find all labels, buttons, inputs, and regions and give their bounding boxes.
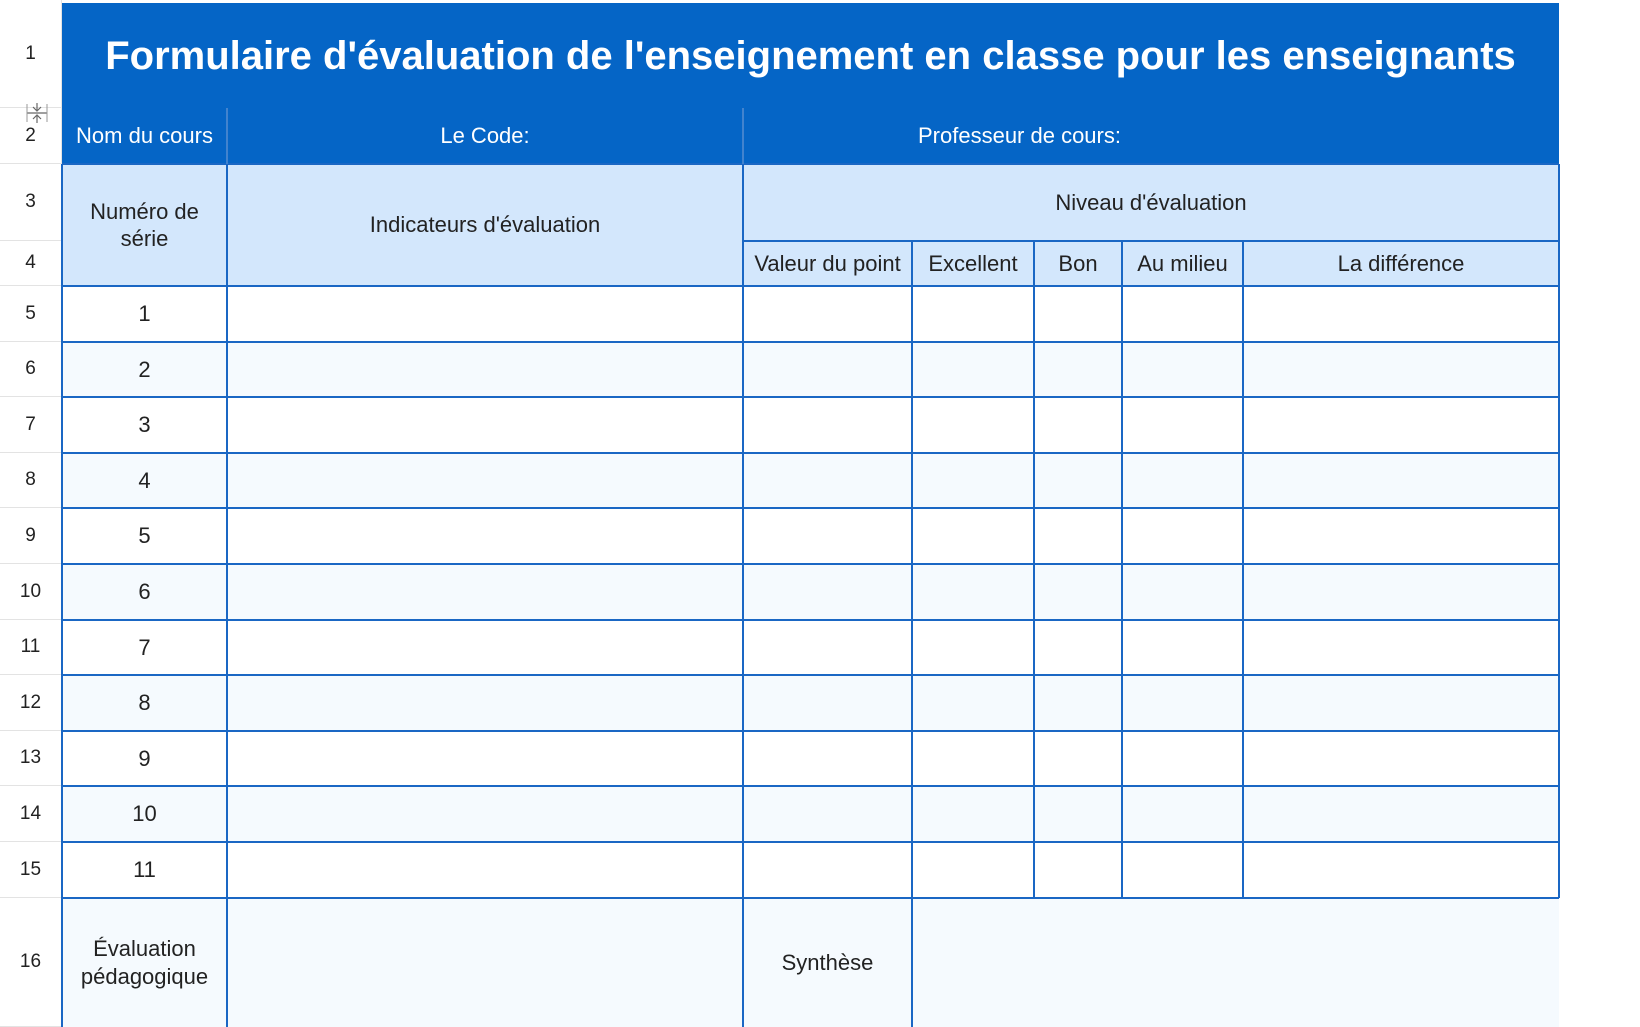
course-name-label-cell[interactable]: [62, 108, 227, 164]
table-row[interactable]: [62, 508, 1559, 564]
row-header-14[interactable]: 14: [0, 786, 62, 842]
row-header-11[interactable]: 11: [0, 620, 62, 675]
excellent-header[interactable]: [912, 241, 1034, 286]
point-value-label: Valeur du point: [754, 250, 901, 276]
serial-number-cell[interactable]: 8: [138, 690, 151, 716]
serial-number-cell[interactable]: 9: [138, 745, 151, 771]
serial-number-cell[interactable]: 2: [138, 356, 151, 382]
serial-number-label: Numéro de série: [90, 198, 199, 251]
row-header-10[interactable]: 10: [0, 564, 62, 620]
serial-number-cell[interactable]: 1: [138, 301, 151, 327]
row-header-4[interactable]: 4: [0, 241, 62, 286]
table-row[interactable]: [62, 286, 1559, 342]
serial-number-cell[interactable]: 6: [138, 579, 151, 605]
point-value-header[interactable]: [743, 241, 912, 286]
table-row[interactable]: [62, 397, 1559, 453]
table-row[interactable]: [62, 453, 1559, 508]
good-header[interactable]: [1034, 241, 1122, 286]
code-value-cell[interactable]: [743, 108, 912, 164]
serial-number-cell[interactable]: 5: [138, 523, 151, 549]
row-header-1[interactable]: 1: [0, 0, 62, 108]
serial-number-cell[interactable]: 10: [132, 801, 157, 827]
form-title: Formulaire d'évaluation de l'enseignement en classe pour les enseignants: [105, 33, 1516, 78]
serial-number-header[interactable]: [62, 164, 227, 286]
table-row[interactable]: [62, 675, 1559, 731]
indicators-header[interactable]: [227, 164, 743, 286]
row-header-16[interactable]: 16: [0, 898, 62, 1027]
pedagogical-evaluation-value[interactable]: [227, 898, 743, 1027]
teacher-label: Professeur de cours:: [918, 123, 1121, 149]
table-row[interactable]: [62, 342, 1559, 397]
row-header-5[interactable]: 5: [0, 286, 62, 342]
difference-header[interactable]: [1243, 241, 1559, 286]
difference-label: La différence: [1337, 250, 1465, 276]
serial-number-cell[interactable]: 11: [133, 857, 156, 883]
table-row[interactable]: [62, 731, 1559, 786]
serial-number-cell[interactable]: 4: [138, 467, 151, 493]
table-row[interactable]: [62, 786, 1559, 842]
excellent-label: Excellent: [928, 250, 1018, 276]
row-header-15[interactable]: 15: [0, 842, 62, 898]
evaluation-level-label: Niveau d'évaluation: [1055, 189, 1247, 215]
row-header-8[interactable]: 8: [0, 453, 62, 508]
title-cell[interactable]: [62, 3, 1559, 108]
code-label-cell[interactable]: [227, 108, 743, 164]
table-row[interactable]: [62, 620, 1559, 675]
synthesis-value[interactable]: [912, 898, 1559, 1027]
synthesis-label: Synthèse: [781, 949, 874, 975]
row-header-6[interactable]: 6: [0, 342, 62, 397]
middle-header[interactable]: [1122, 241, 1243, 286]
code-label: Le Code:: [440, 123, 530, 149]
row-header-13[interactable]: 13: [0, 731, 62, 786]
serial-number-cell[interactable]: 3: [138, 412, 151, 438]
middle-label: Au milieu: [1137, 250, 1228, 276]
teacher-label-cell[interactable]: [912, 108, 1559, 164]
row-header-12[interactable]: 12: [0, 675, 62, 731]
row-resize-icon[interactable]: [25, 101, 49, 125]
table-row[interactable]: [62, 842, 1559, 898]
table-row[interactable]: [62, 564, 1559, 620]
evaluation-level-header[interactable]: [743, 164, 1559, 241]
good-label: Bon: [1058, 250, 1098, 276]
indicators-label: Indicateurs d'évaluation: [369, 212, 601, 238]
pedagogical-evaluation-cell[interactable]: [62, 898, 227, 1027]
row-header-3[interactable]: 3: [0, 164, 62, 241]
row-header-9[interactable]: 9: [0, 508, 62, 564]
serial-number-cell[interactable]: 7: [138, 634, 151, 660]
row-header-2[interactable]: 2: [0, 108, 62, 164]
sheet-margin: [1560, 0, 1640, 1027]
row-header-7[interactable]: 7: [0, 397, 62, 453]
course-name-label: Nom du cours: [76, 123, 213, 149]
synthesis-cell[interactable]: [743, 898, 912, 1027]
pedagogical-evaluation-label: Évaluation pédagogique: [80, 936, 209, 989]
